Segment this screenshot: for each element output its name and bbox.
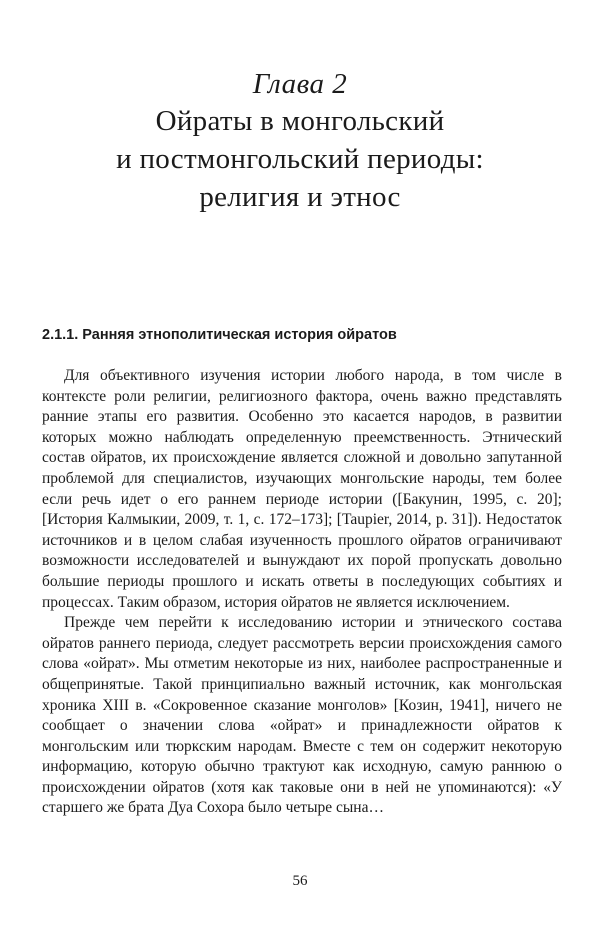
chapter-number: Глава 2: [252, 68, 348, 100]
chapter-header: [0, 66, 600, 216]
paragraph-2: Прежде чем перейти к исследованию истории и этнического состава ойратов раннего периода, следует рассмотреть версии происхождения самого слова «ойрат». Мы отметим некоторые из них, наиболее распространенные и общепринятые. Такой принципиально важный источник, как монгольская хроника XIII в. «Сокровенное сказание монголов» [Козин, 1941], ничего не сообщает о значении слова «ойрат» и принадлежности ойратов к монгольским или тюркским народам. Вместе с тем он содержит некоторую информацию, которую обычно трактуют как исходную, самую раннюю о происхождении ойратов (хотя как таковые они в ней не упоминаются): «У старшего же брата Дуа Сохора было четыре сына…: [42, 614, 562, 817]
chapter-title-line-3: религия и этнос: [199, 181, 401, 213]
chapter-title-line-2: и постмонгольский периоды:: [116, 143, 484, 175]
paragraph-1: Для объективного изучения истории любого народа, в том числе в контексте роли религии, религиозного фактора, очень важно представлять ранние этапы его развития. Особенно это касается народов, в развитии которых можно наблюдать определенную преемственность. Этнический состав ойратов, их происхождение является сложной и довольно запутанной проблемой для специалистов, изучающих монгольские народы, тем более если речь идет о его раннем периоде истории ([Бакунин, 1995, с. 20]; [История Калмыкии, 2009, т. 1, с. 172–173]; [Taupier, 2014, p. 31]). Недостаток источников и в целом слабая изученность прошлого ойратов ограничивают возможности исследователей и вынуждают их порой пропускать довольно большие периоды прошлого и искать ответы в последующих событиях и процессах. Таким образом, история ойратов не является исключением.: [42, 367, 562, 611]
page-number: 56: [292, 873, 308, 889]
section-heading: 2.1.1. Ранняя этнополитическая история ойратов: [42, 327, 397, 343]
chapter-title-line-1: Ойраты в монгольский: [155, 105, 445, 137]
body-text: [42, 366, 562, 819]
